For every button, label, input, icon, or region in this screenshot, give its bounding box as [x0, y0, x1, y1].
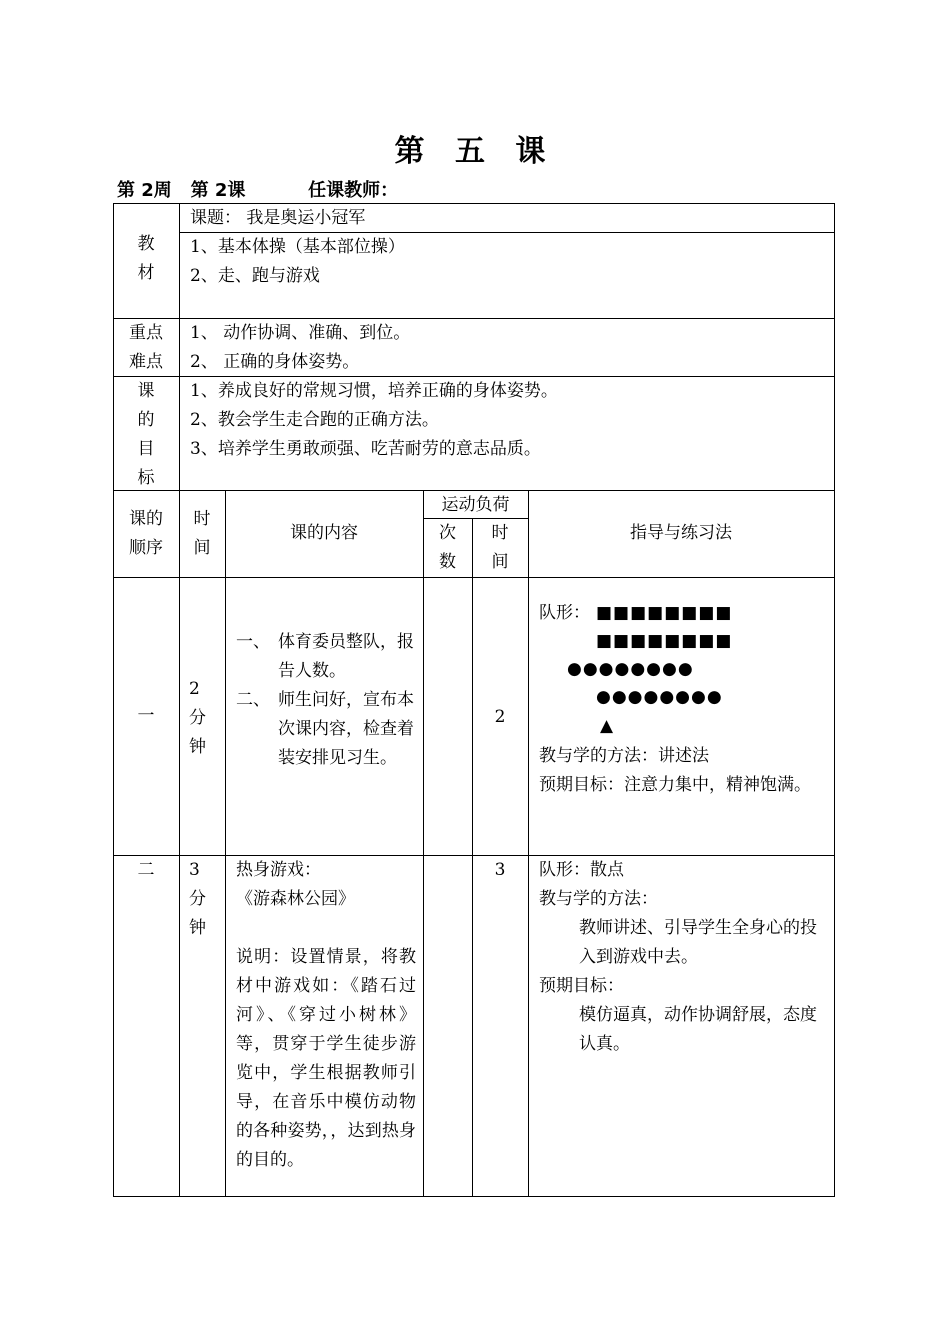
lesson-label: 第 2课 — [190, 180, 246, 201]
lesson-topic: 课题： 我是奥运小冠军 — [190, 208, 366, 228]
method-text: 教师讲述、引导学生全身心的投入到游戏中去。 — [579, 918, 817, 967]
formation-circles-row: ●●●●●●●● — [567, 659, 694, 679]
row-goal: 预期目标：注意力集中，精神饱满。 — [539, 775, 811, 795]
row-time: 3分钟 — [189, 860, 206, 938]
header-time: 时间 — [193, 509, 211, 558]
formation-label: 队形： — [539, 603, 590, 623]
content-subtitle: 《游森林公园》 — [236, 889, 355, 909]
row-order: 一 — [137, 706, 155, 726]
row-order: 二 — [137, 860, 155, 880]
key-point-item: 2、 正确的身体姿势。 — [190, 352, 360, 372]
lesson-meta — [117, 176, 398, 202]
formation-circles-row: ●●●●●●●● — [596, 687, 723, 707]
teacher-label: 任课教师： — [308, 180, 399, 201]
week-label: 第 2周 — [117, 180, 172, 201]
header-duration: 时间 — [491, 523, 509, 572]
content-description: 说明：设置情景，将教材中游戏如：《踏石过河》、《穿过小树林》等，贯穿于学生徒步游览中，学生根据教师引导，在音乐中模仿动物的各种姿势，，达到热身的目的。 — [236, 947, 416, 1170]
material-item: 1、基本体操（基本部位操） — [190, 237, 405, 257]
row-content — [236, 856, 416, 1175]
formation-text: 队形：散点 — [539, 860, 624, 880]
header-order: 课的顺序 — [129, 509, 163, 558]
header-count: 次数 — [439, 523, 456, 572]
row-duration: 2 — [494, 707, 506, 727]
content-title: 热身游戏： — [236, 860, 321, 880]
header-guidance: 指导与练习法 — [630, 523, 732, 543]
material-label: 教材 — [137, 234, 155, 283]
header-load: 运动负荷 — [441, 495, 510, 515]
key-point-item: 1、 动作协调、准确、到位。 — [190, 323, 411, 343]
row-content — [236, 628, 418, 773]
row-method: 教与学的方法：讲述法 — [539, 746, 709, 766]
formation-squares-row: ■■■■■■■■ — [596, 603, 733, 623]
header-content: 课的内容 — [290, 523, 358, 543]
goal-text: 模仿逼真，动作协调舒展，态度认真。 — [579, 1005, 817, 1054]
list-item: 二、 师生问好，宣布本次课内容，检查着装安排见习生。 — [236, 690, 414, 768]
row-time: 2分钟 — [189, 679, 206, 757]
objectives-label: 课的目标 — [137, 381, 155, 488]
objective-item: 1、养成良好的常规习惯，培养正确的身体姿势。 — [190, 381, 558, 401]
page-title: 第 五 课 — [394, 134, 556, 169]
key-points-label: 重点难点 — [129, 323, 163, 372]
objective-item: 3、培养学生勇敢顽强、吃苦耐劳的意志品质。 — [190, 439, 541, 459]
row-guidance — [539, 856, 829, 1059]
teacher-triangle-icon: ▲ — [600, 716, 615, 736]
list-item: 一、 体育委员整队，报告人数。 — [236, 632, 414, 681]
material-item: 2、走、跑与游戏 — [190, 266, 320, 286]
objective-item: 2、教会学生走合跑的正确方法。 — [190, 410, 439, 430]
formation-squares-row: ■■■■■■■■ — [596, 631, 733, 651]
goal-label: 预期目标： — [539, 976, 624, 996]
method-label: 教与学的方法： — [539, 889, 658, 909]
row-duration: 3 — [494, 860, 506, 880]
